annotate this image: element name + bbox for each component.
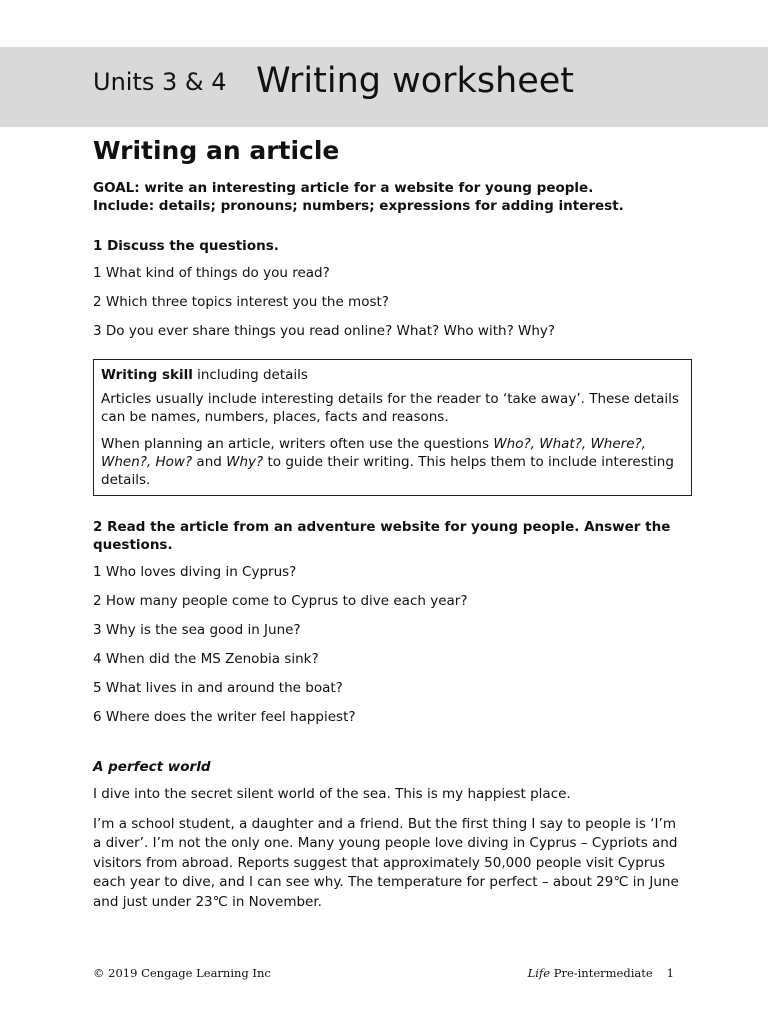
task-1-question: 2 Which three topics interest you the most?	[93, 294, 389, 310]
skill-p2-why: Why?	[226, 454, 264, 470]
worksheet-content	[93, 136, 683, 922]
task-2-question: 5 What lives in and around the boat?	[93, 680, 343, 696]
task-2-question: 6 Where does the writer feel happiest?	[93, 709, 356, 725]
skill-p2-start: When planning an article, writers often use the questions	[101, 436, 494, 452]
task-2-question: 1 Who loves diving in Cyprus?	[93, 564, 297, 580]
skill-p2-end: to guide their writing. This helps them to include interesting details.	[101, 454, 674, 488]
task-2-question: 2 How many people come to Cyprus to dive each year?	[93, 593, 468, 609]
task-2-question: 4 When did the MS Zenobia sink?	[93, 651, 319, 667]
goal-text	[93, 179, 683, 215]
unit-label: Units 3 & 4	[93, 68, 227, 96]
writing-skill-box	[93, 359, 692, 496]
skill-p2-questions: Who?, What?, Where?, When?, How?	[101, 436, 646, 470]
article-title: A perfect world	[93, 759, 211, 775]
section-title: Writing an article	[93, 136, 340, 165]
skill-p2-and: and	[192, 454, 227, 470]
skill-paragraph-2	[101, 435, 684, 489]
task-1-heading: 1 Discuss the questions.	[93, 238, 279, 254]
skill-paragraph-1: Articles usually include interesting details for the reader to ‘take away’. These details can be names, numbers, places, facts and reasons.	[101, 391, 679, 425]
task-1-question: 1 What kind of things do you read?	[93, 265, 330, 281]
task-2-heading: 2 Read the article from an adventure website for young people. Answer the questions.	[93, 519, 671, 553]
worksheet-title: Writing worksheet	[256, 61, 575, 101]
goal-line-1: GOAL: write an interesting article for a website for young people.	[93, 180, 594, 196]
footer-book-rest: Pre-intermediate	[550, 966, 653, 980]
footer-book-italic: Life	[527, 966, 551, 980]
page-number: 1	[666, 966, 674, 980]
skill-topic: including details	[192, 367, 308, 383]
goal-line-2: Include: details; pronouns; numbers; expressions for adding interest.	[93, 198, 624, 214]
footer-book-info	[528, 966, 674, 980]
task-1-question: 3 Do you ever share things you read online? What? Who with? Why?	[93, 323, 556, 339]
article-paragraph-1: I dive into the secret silent world of the sea. This is my happiest place.	[93, 786, 571, 802]
skill-box-title	[101, 366, 684, 384]
task-2-question: 3 Why is the sea good in June?	[93, 622, 301, 638]
footer-copyright: © 2019 Cengage Learning Inc	[93, 966, 271, 980]
skill-label: Writing skill	[101, 367, 193, 383]
article-paragraph-2: I’m a school student, a daughter and a friend. But the first thing I say to people is ‘I’m a diver’. I’m not the only one. Many young people love diving in Cyprus – Cypriots and visitors from abroad. Reports suggest that approximately 50,000 people visit Cyprus each year to dive, and I can see why. The temperature for perfect – about 29℃ in June and just under 23℃ in November.	[93, 815, 679, 910]
